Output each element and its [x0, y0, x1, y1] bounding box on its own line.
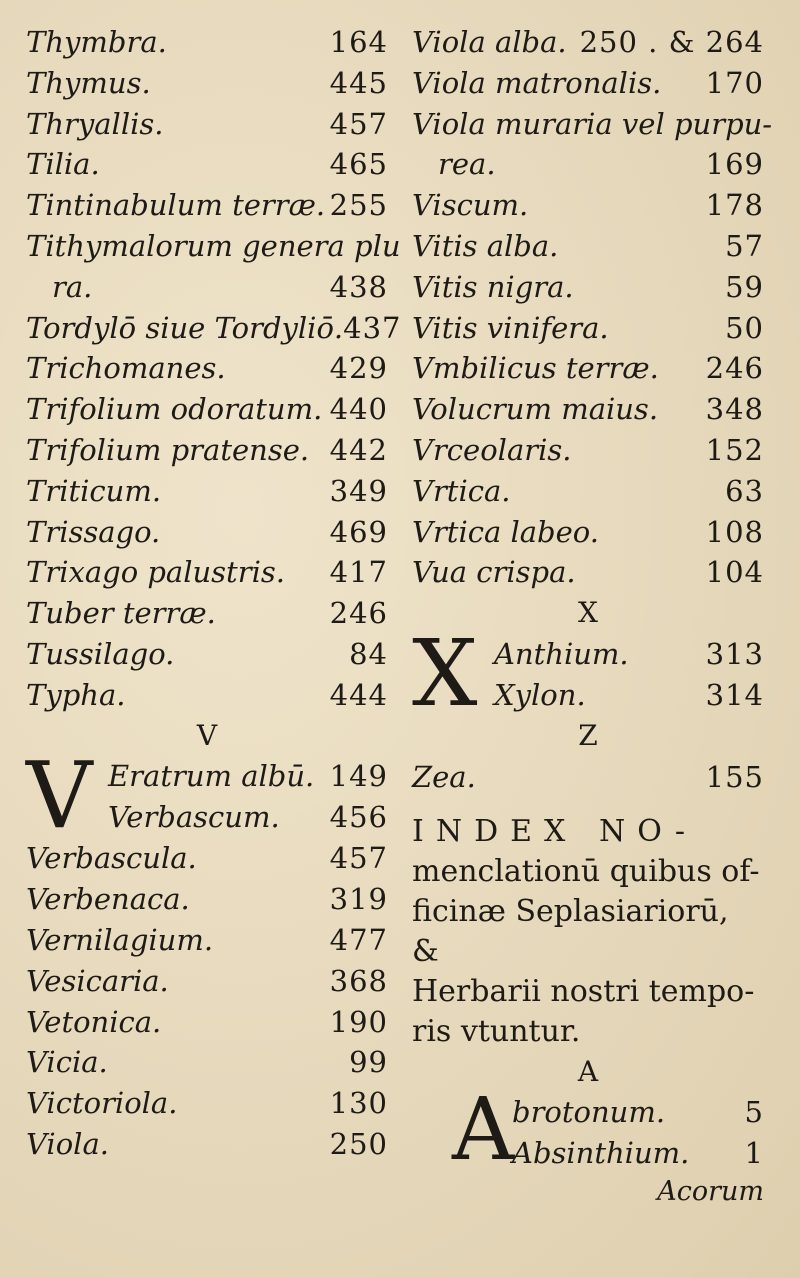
- entry-page-number: 250: [329, 1126, 388, 1161]
- entry-page-number: 438: [329, 269, 388, 304]
- index-entry: [26, 1002, 388, 1043]
- index-entry: [412, 430, 764, 471]
- index-entry: [26, 512, 388, 553]
- index-entry: [26, 185, 388, 226]
- catchword: Acorum: [657, 1176, 764, 1208]
- index-entry: [412, 267, 764, 308]
- entry-page-number: 246: [329, 596, 388, 631]
- entry-term: Vitis alba.: [412, 228, 559, 263]
- entry-page-number: 130: [329, 1086, 388, 1121]
- entry-page-number: 155: [705, 759, 764, 794]
- index-heading-line-5: ris vtuntur.: [412, 1013, 581, 1049]
- entry-page-number: 442: [329, 432, 388, 467]
- drop-cap-a: A: [452, 1080, 515, 1181]
- entry-page-number: 149: [329, 759, 388, 794]
- index-entry: [26, 879, 388, 920]
- left-entries-bottom: [26, 838, 388, 1164]
- entry-page-number: 59: [725, 269, 764, 304]
- entry-page-number: 469: [329, 514, 388, 549]
- entry-page-number: 368: [329, 963, 388, 998]
- entry-term: Verbascum.: [108, 800, 280, 835]
- index-entry: [412, 22, 764, 63]
- entry-term: Vitis vinifera.: [412, 310, 609, 345]
- entry-term: Vernilagium.: [26, 922, 214, 957]
- drop-cap-v: V: [26, 742, 93, 850]
- entry-page-number: 457: [329, 106, 388, 141]
- index-entry: [412, 185, 764, 226]
- entry-term: Vetonica.: [26, 1004, 162, 1039]
- entry-term: Vitis nigra.: [412, 269, 574, 304]
- index-heading-line-4: Herbarii nostri tempo-: [412, 973, 755, 1009]
- index-entry: [26, 756, 388, 797]
- entry-term: Victoriola.: [26, 1086, 178, 1121]
- entry-term: Vrtica labeo.: [412, 514, 599, 549]
- index-entry: [412, 471, 764, 512]
- index-entry: [26, 267, 388, 308]
- index-entry: [26, 675, 388, 716]
- entry-page-number: 314: [705, 677, 764, 712]
- entry-term: Trifolium pratense.: [26, 432, 310, 467]
- section-heading-v: V: [196, 718, 218, 752]
- entry-page-number: 152: [705, 432, 764, 467]
- index-entry: [26, 389, 388, 430]
- entry-page-number: 108: [705, 514, 764, 549]
- entry-page-number: 250 . & 264: [579, 25, 764, 59]
- entry-term: Vmbilicus terræ.: [412, 351, 659, 386]
- entry-page-number: 190: [329, 1004, 388, 1039]
- entry-term: Trifolium odoratum.: [26, 392, 323, 427]
- entry-page-number: 313: [705, 636, 764, 671]
- drop-block-a: [412, 1080, 764, 1181]
- index-entry: [26, 1042, 388, 1083]
- entry-term: Tintinabulum terræ.: [26, 188, 326, 223]
- index-entry: [26, 920, 388, 961]
- entry-page-number: 445: [329, 65, 388, 100]
- drop-block-x: [412, 619, 764, 727]
- entry-term: Viola.: [26, 1126, 109, 1161]
- entry-term: Vrceolaris.: [412, 432, 572, 467]
- index-entry: [26, 22, 388, 63]
- entry-term: Viola matronalis.: [412, 65, 662, 100]
- entry-term: Tuber terræ.: [26, 596, 216, 631]
- index-entry: [412, 104, 773, 145]
- entry-term: Triticum.: [26, 473, 162, 508]
- entry-page-number: 84: [349, 636, 388, 671]
- left-entries-top: [26, 22, 402, 716]
- entry-term: Viola muraria vel purpu-: [412, 106, 773, 141]
- index-heading-line-1: INDEX NO-: [412, 813, 698, 849]
- entry-page-number: 319: [329, 882, 388, 917]
- entry-page-number: 440: [329, 392, 388, 427]
- entry-page-number: 348: [705, 392, 764, 427]
- entry-term: Anthium.: [494, 636, 629, 671]
- index-entry: [26, 348, 388, 389]
- entry-page-number: 104: [705, 555, 764, 590]
- index-entry: [412, 226, 764, 267]
- entry-term: Absinthium.: [512, 1136, 690, 1171]
- index-entry: [26, 226, 401, 267]
- index-entry: [412, 634, 764, 675]
- index-entry: [412, 63, 764, 104]
- entry-term: Volucrum maius.: [412, 392, 659, 427]
- entry-term: brotonum.: [512, 1095, 666, 1130]
- entry-term: Thryallis.: [26, 106, 164, 141]
- right-column: [412, 22, 773, 1210]
- index-entry: [26, 308, 402, 349]
- entry-term: Verbascula.: [26, 841, 197, 876]
- index-entry: [26, 104, 388, 145]
- entry-term: Vua crispa.: [412, 555, 576, 590]
- entry-page-number: 164: [329, 25, 388, 59]
- section-heading-z: Z: [578, 718, 598, 752]
- entry-term: Verbenaca.: [26, 882, 190, 917]
- entry-page-number: 57: [725, 228, 764, 263]
- entry-term: Tithymalorum genera plu: [26, 228, 401, 263]
- entry-term: Viola alba.: [412, 25, 567, 59]
- index-entry: [26, 1083, 388, 1124]
- entry-page-number: 465: [329, 147, 388, 182]
- index-entry: [26, 471, 388, 512]
- entry-page-number: 99: [349, 1045, 388, 1080]
- entry-term: Tilia.: [26, 147, 100, 182]
- index-entry: [412, 308, 764, 349]
- entry-term: Xylon.: [494, 677, 586, 712]
- entry-page-number: 417: [329, 555, 388, 590]
- entry-page-number: 5: [744, 1095, 764, 1130]
- right-entries-top: [412, 22, 773, 593]
- entry-term: Trissago.: [26, 514, 161, 549]
- section-heading-a: A: [577, 1054, 599, 1088]
- index-entry: [412, 1133, 764, 1174]
- index-entry: [412, 512, 764, 553]
- entry-page-number: 349: [329, 473, 388, 508]
- entry-term: Tussilago.: [26, 636, 175, 671]
- entry-term: Vicia.: [26, 1045, 108, 1080]
- section-heading-x: X: [578, 596, 598, 630]
- index-entry: [26, 961, 388, 1002]
- entry-page-number: 477: [329, 922, 388, 957]
- index-entry: [26, 634, 388, 675]
- index-entry: [412, 552, 764, 593]
- index-heading-line-2: menclationū quibus of-: [412, 853, 760, 889]
- entry-page-number: 437: [343, 310, 402, 345]
- index-entry: [26, 430, 388, 471]
- entry-term: Eratrum albū.: [108, 759, 315, 794]
- entry-term: Thymbra.: [26, 25, 167, 59]
- index-entry: [26, 144, 388, 185]
- index-heading-line-3: ficinæ Seplasiariorū, &: [412, 893, 729, 969]
- entry-page-number: 429: [329, 351, 388, 386]
- entry-term: Viscum.: [412, 188, 529, 223]
- entry-page-number: 255: [329, 188, 388, 223]
- entry-page-number: 178: [705, 188, 764, 223]
- entry-term: Vrtica.: [412, 473, 511, 508]
- index-entry: [26, 63, 388, 104]
- index-entry: [412, 1092, 764, 1133]
- entry-page-number: 246: [705, 351, 764, 386]
- entry-page-number: 456: [329, 800, 388, 835]
- entry-page-number: 169: [705, 147, 764, 182]
- entry-page-number: 1: [744, 1136, 764, 1171]
- drop-block-v: [26, 742, 388, 850]
- entry-term: Trixago palustris.: [26, 555, 285, 590]
- index-heading: [412, 812, 764, 1052]
- index-entry: [412, 757, 764, 798]
- entry-page-number: 63: [725, 473, 764, 508]
- index-entry: [412, 389, 764, 430]
- entry-term: Thymus.: [26, 65, 151, 100]
- entry-page-number: 444: [329, 677, 388, 712]
- entry-page-number: 170: [705, 65, 764, 100]
- entry-term: ra.: [52, 269, 93, 304]
- entry-term: rea.: [438, 147, 496, 182]
- entry-term: Typha.: [26, 677, 126, 712]
- entry-term: Zea.: [412, 759, 476, 794]
- entry-term: Tordylō siue Tordyliō.: [26, 310, 344, 345]
- index-entry: [412, 675, 764, 716]
- index-entry: [412, 348, 764, 389]
- index-entry: [26, 797, 388, 838]
- index-entry: [412, 144, 764, 185]
- entry-term: Vesicaria.: [26, 963, 169, 998]
- entry-page-number: 457: [329, 841, 388, 876]
- entry-term: Trichomanes.: [26, 351, 226, 386]
- index-entry: [26, 593, 388, 634]
- index-entry: [26, 1124, 388, 1165]
- index-entry: [26, 552, 388, 593]
- entry-page-number: 50: [725, 310, 764, 345]
- drop-cap-x: X: [412, 619, 478, 727]
- left-column: [26, 22, 402, 1165]
- z-entries: [412, 757, 764, 798]
